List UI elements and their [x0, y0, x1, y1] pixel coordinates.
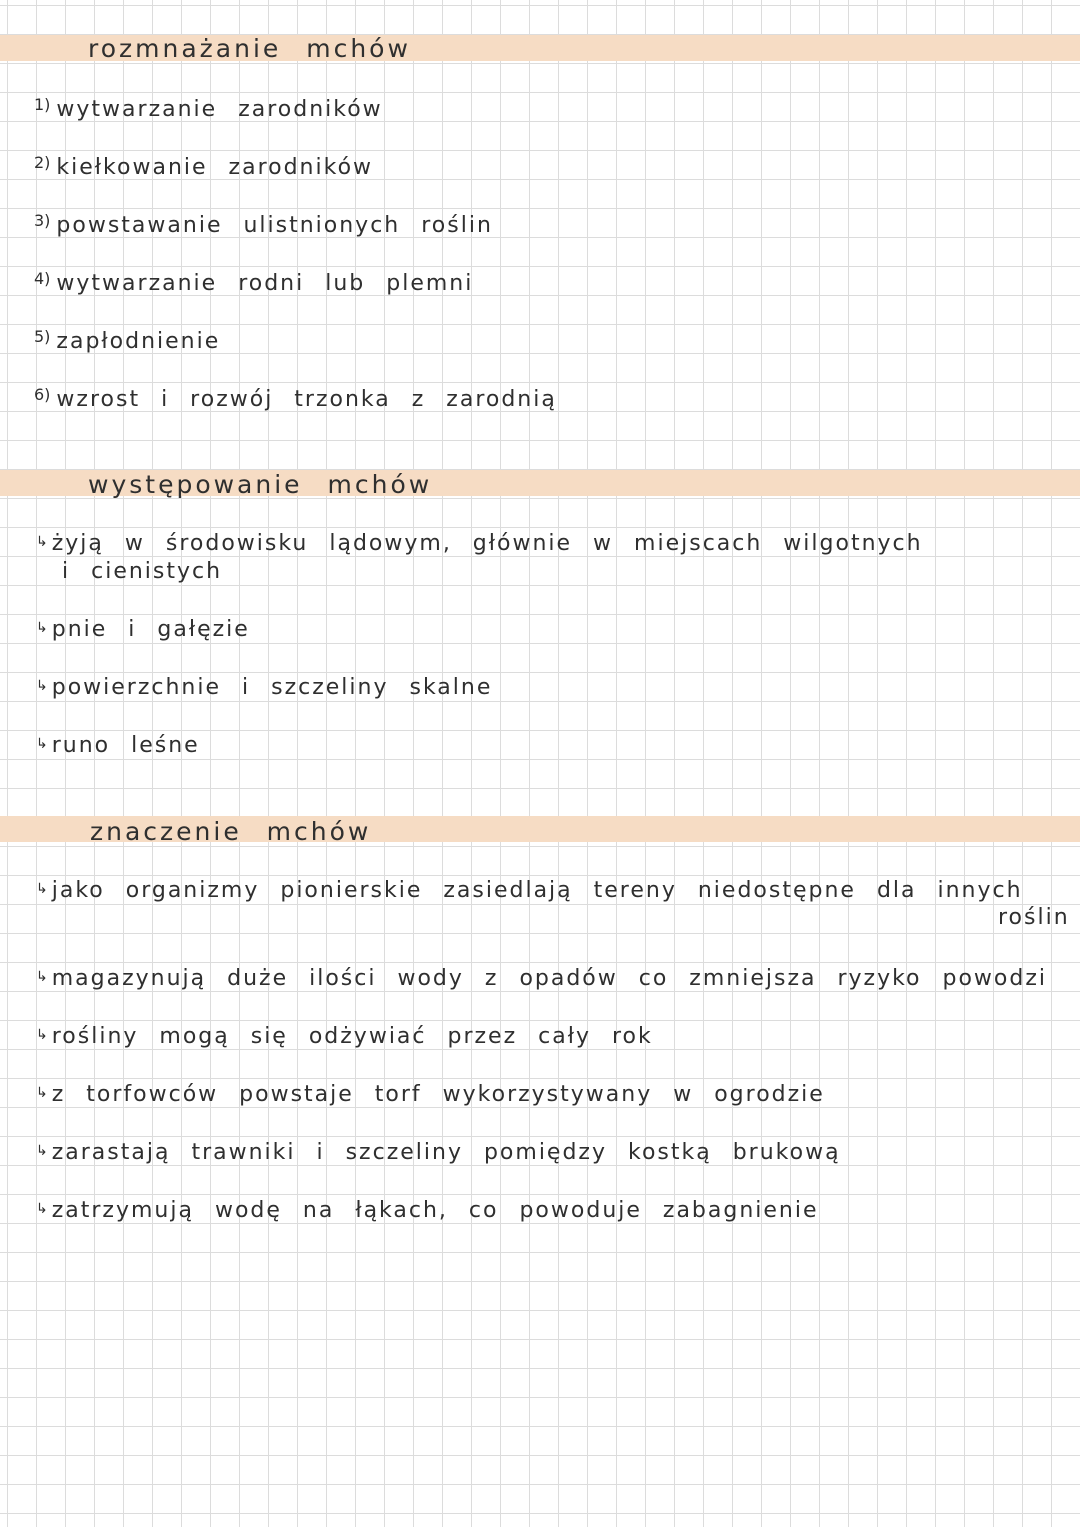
list-number: 1): [34, 95, 51, 114]
list-item: [34, 271, 473, 295]
list-number: 4): [34, 269, 51, 288]
list-item-text: rośliny mogą się odżywiać przez cały rok: [51, 1024, 653, 1049]
list-item: [34, 97, 383, 121]
list-item: [34, 213, 493, 237]
list-item-text: zapłodnienie: [56, 329, 221, 354]
list-item: [36, 1142, 841, 1164]
list-item-text: z torfowców powstaje torf wykorzystywany w ogrodzie: [51, 1082, 825, 1107]
list-number: 2): [34, 153, 51, 172]
arrow-icon: ↳: [36, 881, 48, 897]
arrow-icon: ↳: [36, 736, 48, 752]
arrow-icon: ↳: [36, 1201, 48, 1217]
list-item-continuation: roślin: [998, 905, 1070, 930]
list-item-text: wzrost i rozwój trzonka z zarodnią: [56, 387, 557, 412]
list-item-continuation: i cienistych: [62, 559, 223, 584]
arrow-icon: ↳: [36, 1027, 48, 1043]
list-item: [36, 677, 492, 699]
arrow-icon: ↳: [36, 1085, 48, 1101]
list-item: [36, 1200, 819, 1222]
list-number: 5): [34, 327, 51, 346]
list-item: [36, 880, 1023, 902]
arrow-icon: ↳: [36, 620, 48, 636]
list-item-text: zarastają trawniki i szczeliny pomiędzy kostką brukową: [51, 1140, 841, 1165]
section-title-occurrence: występowanie mchów: [88, 470, 433, 499]
arrow-icon: ↳: [36, 534, 48, 550]
list-item-text: kiełkowanie zarodników: [56, 155, 374, 180]
list-item: [36, 1084, 825, 1106]
arrow-icon: ↳: [36, 1143, 48, 1159]
list-item: [36, 533, 923, 555]
list-item: [34, 329, 220, 353]
section-title-significance: znaczenie mchów: [90, 817, 372, 846]
list-item: [34, 387, 557, 411]
list-item-text: powierzchnie i szczeliny skalne: [51, 675, 493, 700]
list-number: 6): [34, 385, 51, 404]
arrow-icon: ↳: [36, 678, 48, 694]
list-item-text: magazynują duże ilości wody z opadów co zmniejsza ryzyko powodzi: [51, 966, 1048, 991]
list-item: [36, 968, 1047, 990]
list-number: 3): [34, 211, 51, 230]
list-item-text: wytwarzanie zarodników: [56, 97, 383, 122]
section-title-reproduction: rozmnażanie mchów: [88, 34, 411, 63]
list-item-text: żyją w środowisku lądowym, głównie w miejscach wilgotnych: [51, 531, 923, 556]
list-item: [36, 735, 200, 757]
list-item-text: powstawanie ulistnionych roślin: [56, 213, 493, 238]
list-item-text: jako organizmy pionierskie zasiedlają tereny niedostępne dla innych: [51, 878, 1023, 903]
list-item-text: runo leśne: [51, 733, 200, 758]
list-item: [36, 1026, 653, 1048]
list-item-text: zatrzymują wodę na łąkach, co powoduje zabagnienie: [51, 1198, 819, 1223]
list-item-text: pnie i gałęzie: [51, 617, 250, 642]
arrow-icon: ↳: [36, 969, 48, 985]
list-item: [36, 619, 250, 641]
list-item: [34, 155, 373, 179]
list-item-text: wytwarzanie rodni lub plemni: [56, 271, 474, 296]
